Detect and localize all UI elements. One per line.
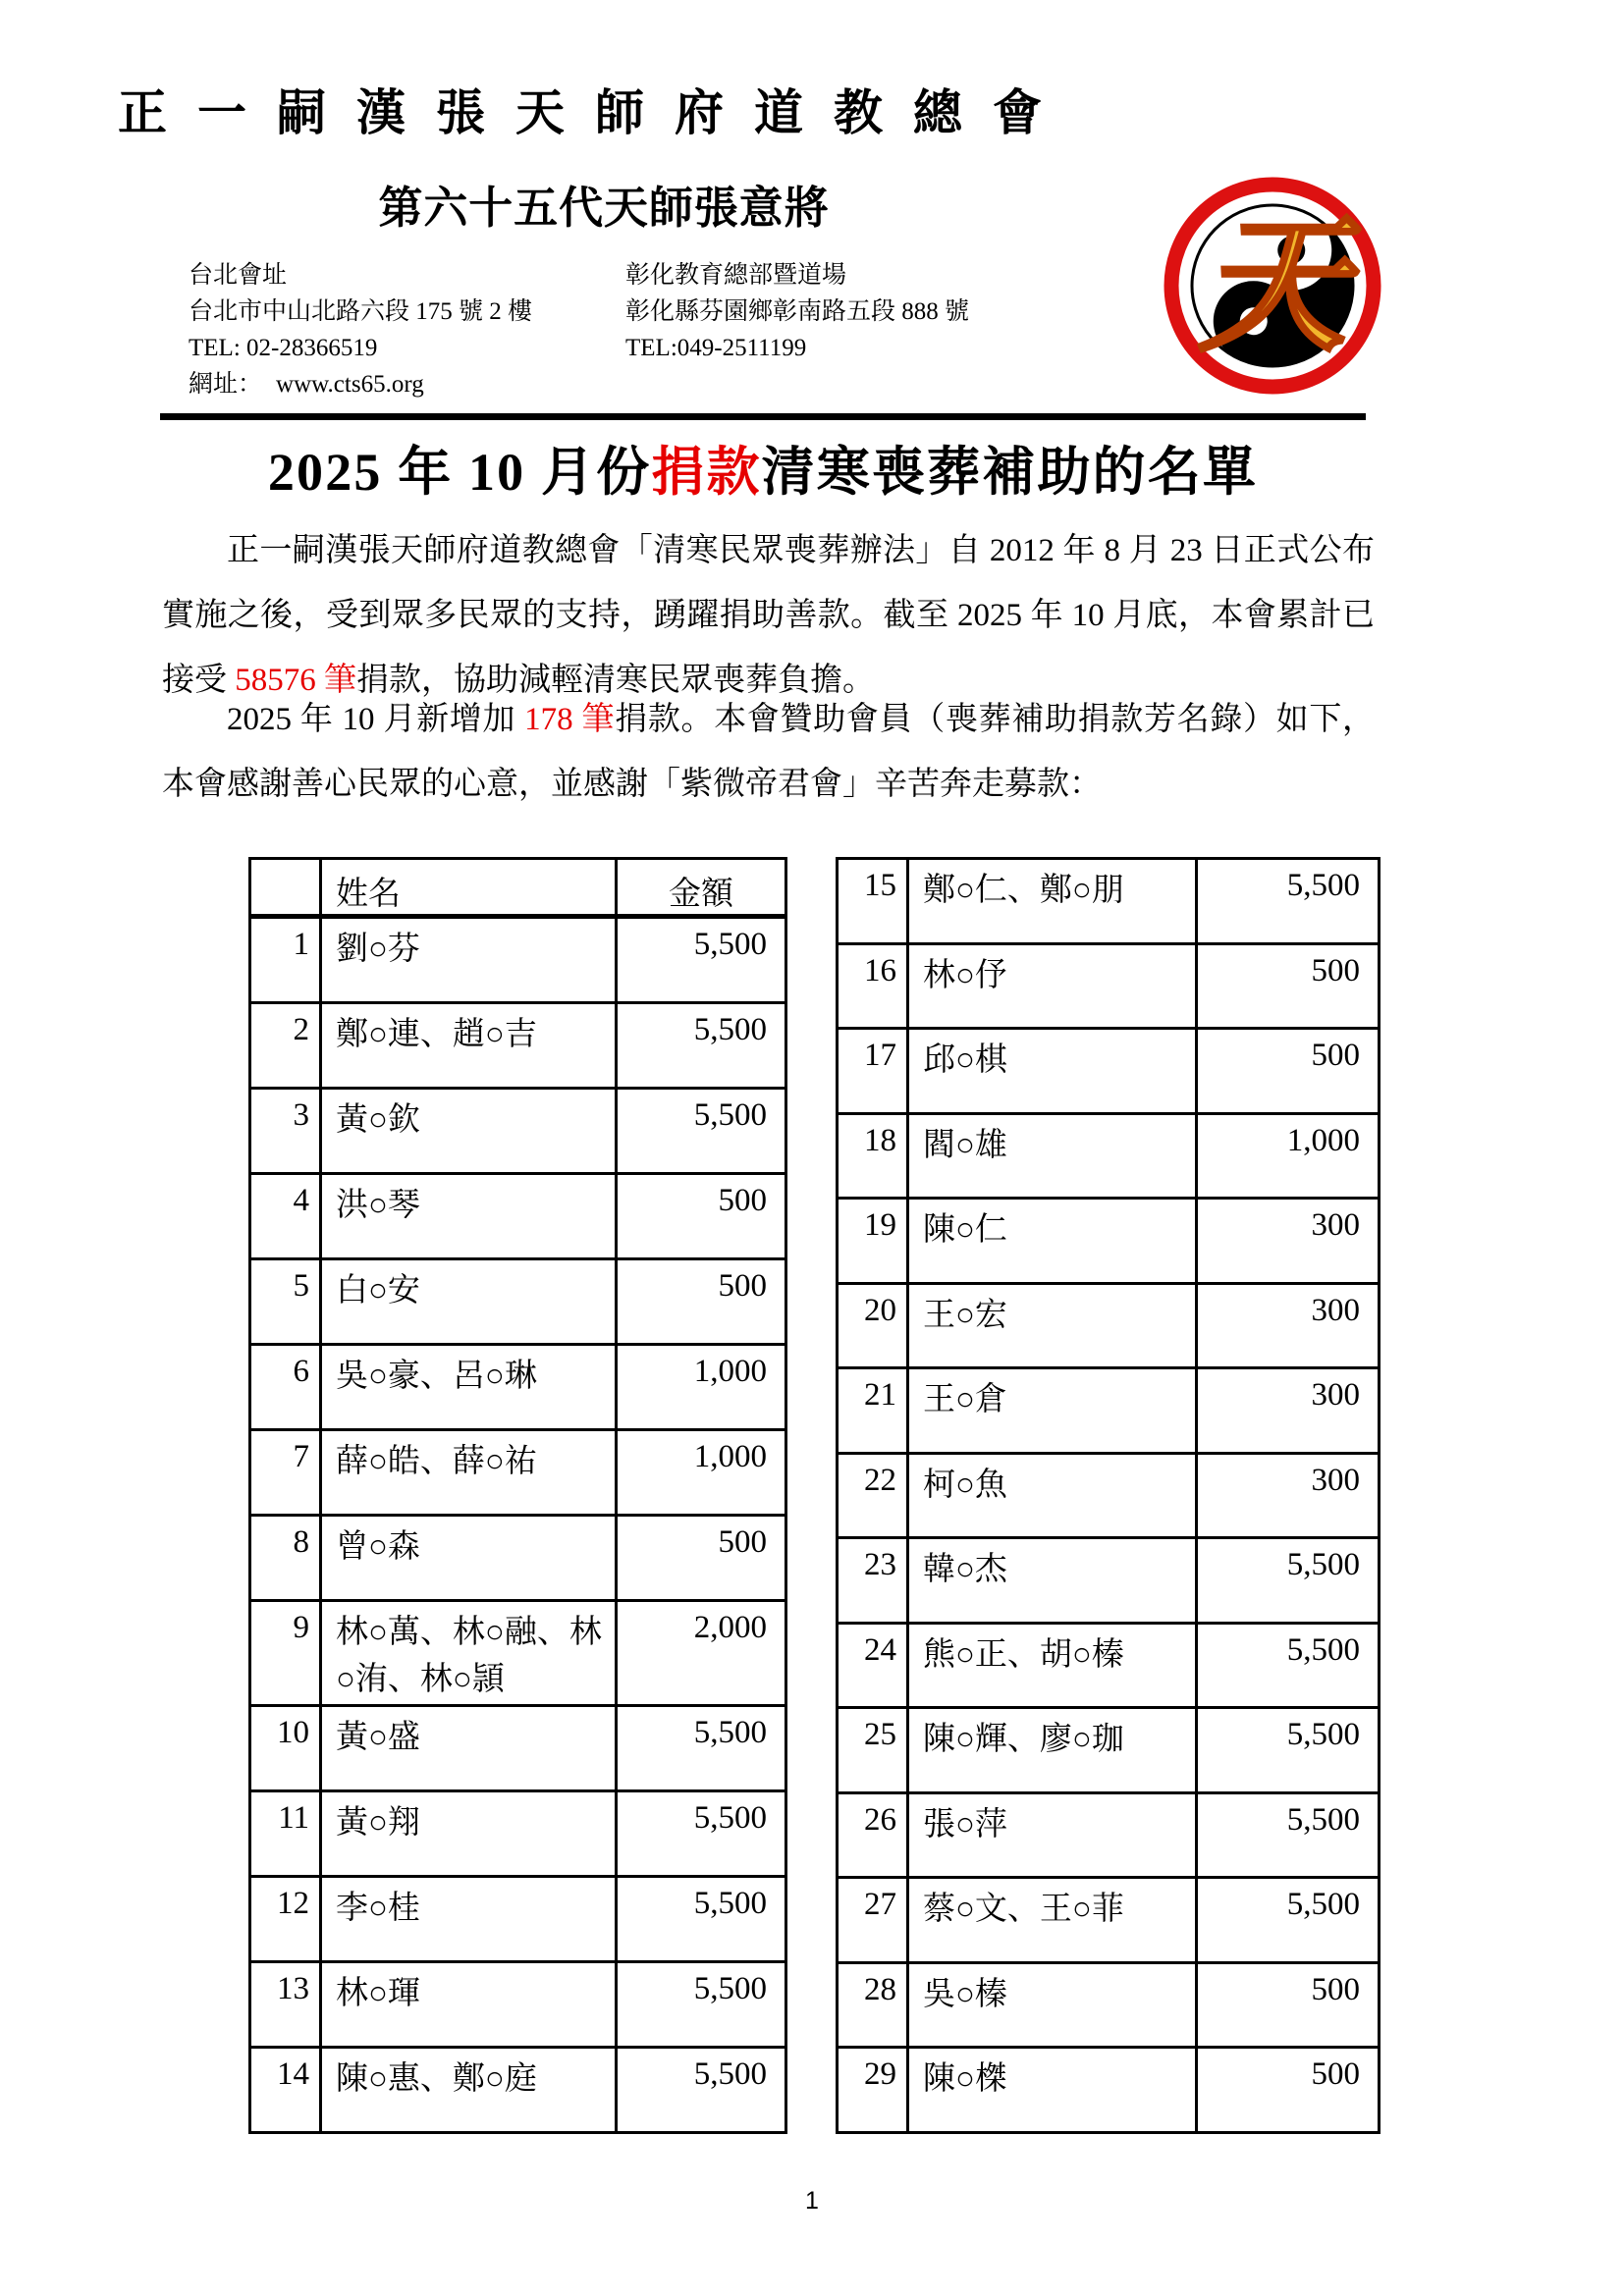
row-number: 7: [250, 1430, 321, 1516]
row-number: 21: [838, 1368, 908, 1454]
table-row: [250, 1876, 786, 1961]
donor-name: 白○安: [321, 1259, 617, 1345]
donor-name: 薛○皓、薛○祐: [321, 1430, 617, 1516]
donor-name: 洪○琴: [321, 1174, 617, 1259]
row-number: 12: [250, 1876, 321, 1961]
row-number: 11: [250, 1790, 321, 1876]
row-number: 8: [250, 1516, 321, 1601]
donation-amount: 500: [617, 1259, 786, 1345]
donor-name: 黃○盛: [321, 1705, 617, 1790]
table-row: [838, 1199, 1380, 1284]
donor-name: 黃○翔: [321, 1790, 617, 1876]
table-row: [250, 1516, 786, 1601]
donor-name: 曾○森: [321, 1516, 617, 1601]
donation-amount: 5,500: [617, 1705, 786, 1790]
donor-name: 林○琿: [321, 1961, 617, 2047]
donation-amount: 300: [1197, 1368, 1380, 1454]
document-header: [118, 74, 1090, 402]
table-row: [250, 917, 786, 1003]
table-row: [838, 1283, 1380, 1368]
p1-total-count: 58576 筆: [235, 663, 356, 698]
p2-text-after: 捐款。本會贊助會員（喪葬補助捐款芳名錄）如下，本會感謝善心民眾的心意，並感謝「紫微帝君會」辛苦奔走募款：: [162, 702, 1376, 802]
title-suffix: 清寒喪葬補助的名單: [761, 443, 1259, 502]
changhua-label: 彰化教育總部暨道場: [625, 262, 847, 289]
title-prefix: 2025 年 10 月份: [267, 443, 652, 502]
header-name: 姓名: [321, 859, 617, 917]
taipei-contact: [189, 257, 625, 402]
donation-amount: 1,000: [1197, 1113, 1380, 1199]
donation-amount: 5,500: [617, 1790, 786, 1876]
donor-name: 韓○杰: [908, 1538, 1197, 1624]
table-row: [838, 1538, 1380, 1624]
table-row: [250, 1430, 786, 1516]
p2-text-before: 2025 年 10 月新增加: [227, 702, 525, 737]
donation-amount: 1,000: [617, 1345, 786, 1430]
donor-name: 吳○榛: [908, 1962, 1197, 2048]
row-number: 22: [838, 1453, 908, 1538]
row-number: 6: [250, 1345, 321, 1430]
table-row: [838, 1708, 1380, 1793]
row-number: 26: [838, 1792, 908, 1878]
taipei-tel: TEL: 02-28366519: [189, 335, 378, 361]
row-number: 2: [250, 1003, 321, 1089]
row-number: 3: [250, 1089, 321, 1174]
donation-amount: 500: [617, 1516, 786, 1601]
row-number: 20: [838, 1283, 908, 1368]
donation-amount: 5,500: [1197, 1878, 1380, 1963]
donation-amount: 500: [1197, 1962, 1380, 2048]
donor-name: 林○伃: [908, 943, 1197, 1029]
changhua-address: 彰化縣芬園鄉彰南路五段 888 號: [625, 298, 970, 325]
row-number: 4: [250, 1174, 321, 1259]
donor-name: 陳○輝、廖○珈: [908, 1708, 1197, 1793]
taipei-address: 台北市中山北路六段 175 號 2 樓: [189, 298, 533, 325]
donation-amount: 5,500: [617, 1961, 786, 2047]
header-amount: 金額: [617, 859, 786, 917]
row-number: 16: [838, 943, 908, 1029]
table-header-row: [250, 859, 786, 917]
donor-name: 李○桂: [321, 1876, 617, 1961]
row-number: 27: [838, 1878, 908, 1963]
donation-amount: 5,500: [617, 1876, 786, 1961]
website-line: [189, 366, 625, 402]
website-url: www.cts65.org: [276, 371, 424, 398]
taipei-label: 台北會址: [189, 262, 288, 289]
row-number: 15: [838, 859, 908, 944]
table-row: [838, 1792, 1380, 1878]
donor-tables: [248, 857, 1378, 2134]
donor-name: 劉○芬: [321, 917, 617, 1003]
p2-new-count: 178 筆: [524, 702, 616, 737]
donor-table-left: [248, 857, 787, 2134]
generation-title: 第六十五代天師張意將: [378, 184, 830, 233]
table-row: [250, 1259, 786, 1345]
donor-name: 陳○仁: [908, 1199, 1197, 1284]
row-number: 1: [250, 917, 321, 1003]
table-row: [250, 1705, 786, 1790]
donor-name: 鄭○連、趙○吉: [321, 1003, 617, 1089]
donation-amount: 500: [617, 1174, 786, 1259]
donor-name: 黃○欽: [321, 1089, 617, 1174]
donation-amount: 2,000: [617, 1601, 786, 1706]
logo-tian-character: 天: [1198, 206, 1347, 369]
table-row: [250, 1961, 786, 2047]
row-number: 28: [838, 1962, 908, 2048]
table-row: [838, 859, 1380, 944]
row-number: 29: [838, 2048, 908, 2133]
donation-amount: 5,500: [1197, 859, 1380, 944]
table-row: [838, 2048, 1380, 2133]
row-number: 9: [250, 1601, 321, 1706]
row-number: 23: [838, 1538, 908, 1624]
row-number: 10: [250, 1705, 321, 1790]
donation-amount: 1,000: [617, 1430, 786, 1516]
table-row: [250, 1174, 786, 1259]
table-row: [838, 1453, 1380, 1538]
donation-amount: 500: [1197, 1029, 1380, 1114]
row-number: 5: [250, 1259, 321, 1345]
contact-info: [118, 257, 1090, 402]
page-title: [160, 430, 1366, 506]
p1-text-after: 捐款，協助減輕清寒民眾喪葬負擔。: [356, 663, 875, 698]
title-highlight: 捐款: [651, 443, 762, 502]
changhua-tel: TEL:049-2511199: [625, 335, 807, 361]
donor-name: 張○萍: [908, 1792, 1197, 1878]
donation-amount: 5,500: [1197, 1538, 1380, 1624]
row-number: 17: [838, 1029, 908, 1114]
donation-amount: 500: [1197, 2048, 1380, 2133]
donor-name: 王○倉: [908, 1368, 1197, 1454]
row-number: 19: [838, 1199, 908, 1284]
changhua-contact: [625, 257, 1057, 402]
donor-name: 吳○豪、呂○琳: [321, 1345, 617, 1430]
donor-name: 柯○魚: [908, 1453, 1197, 1538]
donation-amount: 500: [1197, 943, 1380, 1029]
donation-amount: 5,500: [617, 1089, 786, 1174]
intro-paragraph: [162, 518, 1375, 713]
monthly-paragraph: [162, 687, 1375, 817]
table-row: [250, 1003, 786, 1089]
donor-name: 邱○棋: [908, 1029, 1197, 1114]
table-row: [838, 943, 1380, 1029]
donor-name: 鄭○仁、鄭○朋: [908, 859, 1197, 944]
table-row: [250, 1345, 786, 1430]
p1-text-before: 正一嗣漢張天師府道教總會「清寒民眾喪葬辦法」自 2012 年 8 月 23 日正式公布實施之後，受到眾多民眾的支持，踴躍捐助善款。截至 2025 年 10 月底，本會累計已接受: [162, 533, 1375, 698]
donor-table-right: [836, 857, 1380, 2134]
donor-name: 蔡○文、王○菲: [908, 1878, 1197, 1963]
taiji-tianshi-logo-icon: [1164, 177, 1381, 395]
table-row: [250, 1089, 786, 1174]
donation-amount: 300: [1197, 1453, 1380, 1538]
row-number: 25: [838, 1708, 908, 1793]
donation-amount: 5,500: [617, 1003, 786, 1089]
header-divider-rule: [160, 413, 1366, 420]
donation-amount: 300: [1197, 1199, 1380, 1284]
donor-name: 陳○榤: [908, 2048, 1197, 2133]
donor-name: 熊○正、胡○榛: [908, 1623, 1197, 1708]
organization-title: 正一嗣漢張天師府道教總會: [118, 85, 1072, 140]
table-row: [250, 1790, 786, 1876]
row-number: 14: [250, 2047, 321, 2132]
donor-name: 林○萬、林○融、林○洧、林○頴: [321, 1601, 617, 1706]
donation-amount: 5,500: [617, 917, 786, 1003]
website-label: 網址：: [189, 371, 263, 398]
donor-name: 陳○惠、鄭○庭: [321, 2047, 617, 2132]
page-number: 1: [805, 2187, 819, 2215]
table-row: [838, 1878, 1380, 1963]
donation-amount: 5,500: [617, 2047, 786, 2132]
donation-amount: 5,500: [1197, 1708, 1380, 1793]
donor-name: 閻○雄: [908, 1113, 1197, 1199]
table-row: [838, 1962, 1380, 2048]
table-row: [250, 1601, 786, 1706]
donation-amount: 300: [1197, 1283, 1380, 1368]
donation-amount: 5,500: [1197, 1623, 1380, 1708]
donor-name: 王○宏: [908, 1283, 1197, 1368]
row-number: 18: [838, 1113, 908, 1199]
table-row: [838, 1368, 1380, 1454]
table-row: [838, 1623, 1380, 1708]
header-blank-cell: [250, 859, 321, 917]
row-number: 13: [250, 1961, 321, 2047]
table-row: [838, 1029, 1380, 1114]
table-row: [250, 2047, 786, 2132]
table-row: [838, 1113, 1380, 1199]
row-number: 24: [838, 1623, 908, 1708]
donation-amount: 5,500: [1197, 1792, 1380, 1878]
